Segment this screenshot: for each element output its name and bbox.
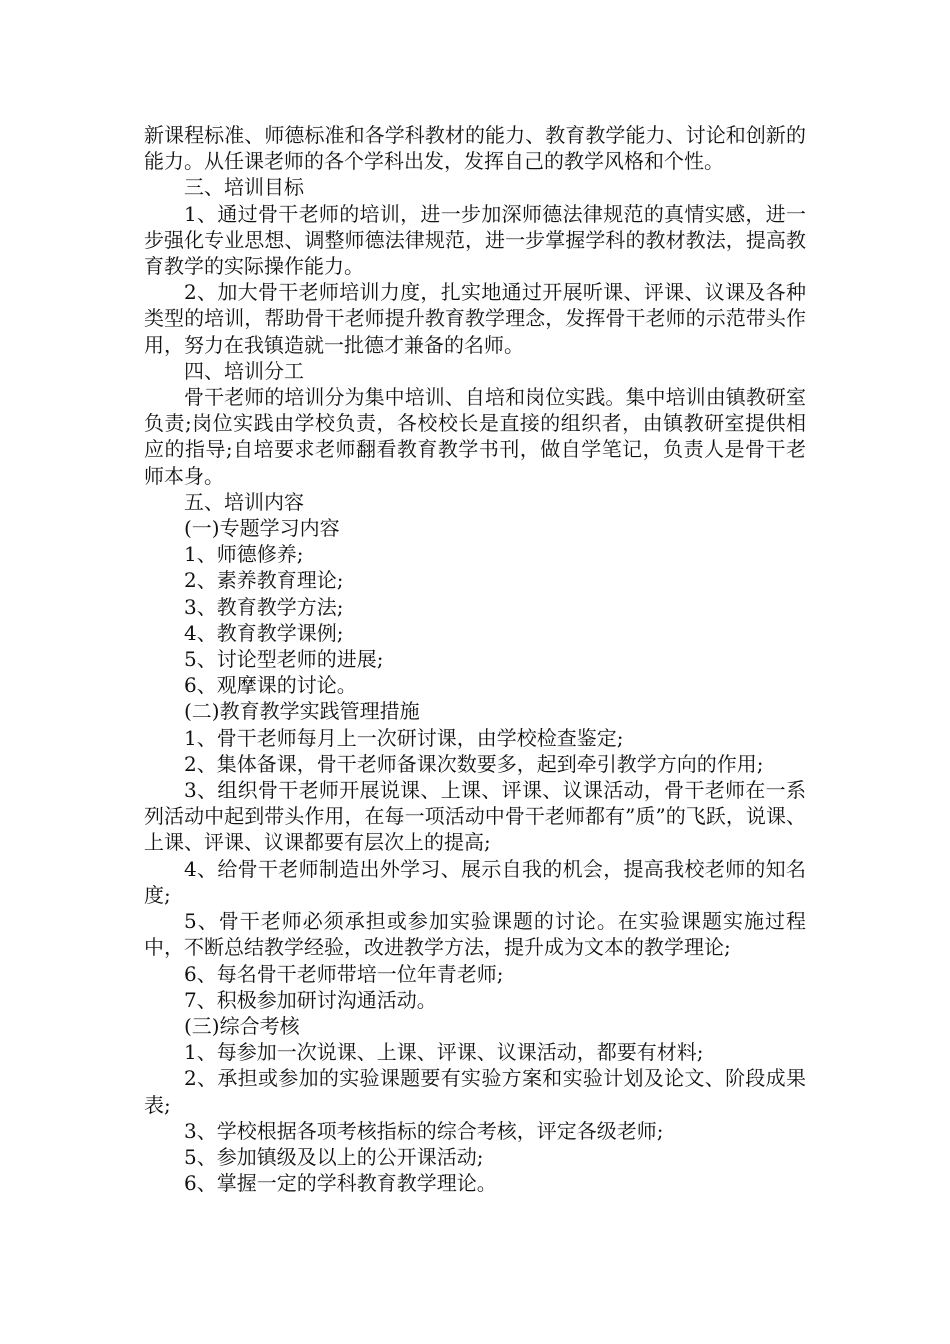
topic-item-4: 4、教育教学课例; <box>184 620 344 645</box>
topic-item-2: 2、素养教育理论; <box>184 568 344 593</box>
heading-training-division: 四、培训分工 <box>184 358 304 383</box>
practice-item-5: 5、骨干老师必须承担或参加实验课题的讨论。在实验课题实施过程中，不断总结教学经验，改进教学方法，提升成为文本的教学理论; <box>144 909 806 960</box>
division-paragraph: 骨干老师的培训分为集中培训、自培和岗位实践。集中培训由镇教研室负责;岗位实践由学校负责，各校校长是直接的组织者，由镇教研室提供相应的指导;自培要求老师翻看教育教学书刊，做自学笔记，负责人是骨干老师本身。 <box>144 385 806 488</box>
topic-item-5: 5、讨论型老师的进展; <box>184 647 384 672</box>
assessment-item-3: 3、学校根据各项考核指标的综合考核，评定各级老师; <box>184 1118 664 1143</box>
subheading-practice-measures: (二)教育教学实践管理措施 <box>184 699 420 724</box>
assessment-item-5: 5、参加镇级及以上的公开课活动; <box>184 1144 484 1169</box>
subheading-assessment: (三)综合考核 <box>184 1013 300 1038</box>
paragraph-continuation: 新课程标准、师德标准和各学科教材的能力、教育教学能力、讨论和创新的能力。从任课老师的各个学科出发，发挥自己的教学风格和个性。 <box>144 123 806 174</box>
assessment-item-1: 1、每参加一次说课、上课、评课、议课活动，都要有材料; <box>184 1040 704 1065</box>
document-page <box>144 122 806 1196</box>
goal-item-2: 2、加大骨干老师培训力度，扎实地通过开展听课、评课、议课及各种类型的培训，帮助骨干老师提升教育教学理念，发挥骨干老师的示范带头作用，努力在我镇造就一批德才兼备的名师。 <box>144 280 806 357</box>
practice-item-6: 6、每名骨干老师带培一位年青老师; <box>184 961 504 986</box>
topic-item-6: 6、观摩课的讨论。 <box>184 673 357 698</box>
goal-item-1: 1、通过骨干老师的培训，进一步加深师德法律规范的真情实感，进一步强化专业思想、调整师德法律规范，进一步掌握学科的教材教法，提高教育教学的实际操作能力。 <box>144 201 806 279</box>
practice-item-3: 3、组织骨干老师开展说课、上课、评课、议课活动，骨干老师在一系列活动中起到带头作用，在每一项活动中骨干老师都有”质”的飞跃，说课、上课、评课、议课都要有层次上的提高; <box>144 778 806 855</box>
subheading-topic-study: (一)专题学习内容 <box>184 516 340 541</box>
assessment-item-6: 6、掌握一定的学科教育教学理论。 <box>184 1171 497 1196</box>
practice-item-2: 2、集体备课，骨干老师备课次数要多，起到牵引教学方向的作用; <box>184 751 764 776</box>
heading-training-goals: 三、培训目标 <box>184 175 304 200</box>
heading-training-content: 五、培训内容 <box>184 489 304 514</box>
practice-item-4: 4、给骨干老师制造出外学习、展示自我的机会，提高我校老师的知名度; <box>144 856 806 907</box>
topic-item-3: 3、教育教学方法; <box>184 594 344 619</box>
practice-item-1: 1、骨干老师每月上一次研讨课，由学校检查鉴定; <box>184 725 624 750</box>
topic-item-1: 1、师德修养; <box>184 542 304 567</box>
practice-item-7: 7、积极参加研讨沟通活动。 <box>184 987 437 1012</box>
assessment-item-2: 2、承担或参加的实验课题要有实验方案和实验计划及论文、阶段成果表; <box>144 1066 806 1117</box>
